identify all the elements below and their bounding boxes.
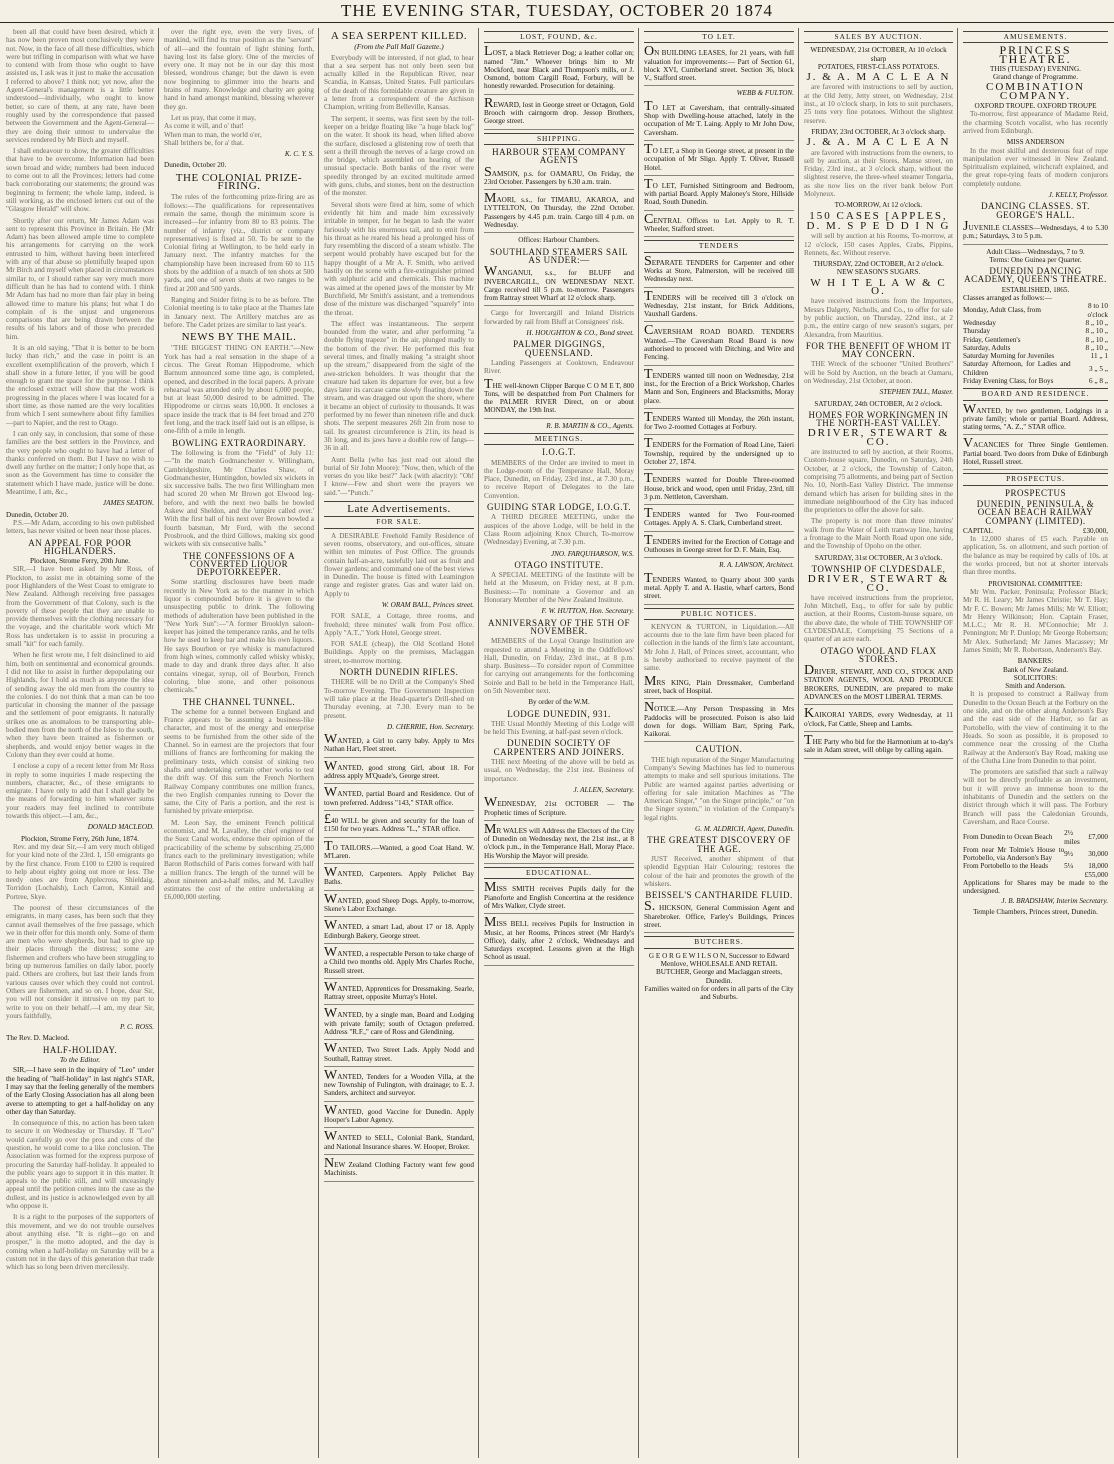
schedule-label: Classes arranged as follows:—	[963, 294, 1052, 303]
appeal-signature: DONALD MACLEOD.	[87, 823, 154, 832]
palmer-heading: PALMER DIGGINGS, QUEENSLAND.	[513, 339, 605, 358]
wanted-ad: WANTED, partial Board and Residence. Out of town preferred. Address "143," STAR office.	[324, 787, 474, 811]
wanted-ad: WANTED, a Girl to carry baby. Apply to Mrs Nathan Hart, Fleet street.	[324, 734, 474, 758]
tender-ad: TENDERS wanted for Two Four-roomed Cottages. Apply A. S. Clark, Cumberland street.	[644, 508, 794, 532]
estimate-row	[963, 871, 1108, 879]
otago-institute-heading: OTAGO INSTITUTE.	[514, 559, 604, 570]
estimate-route: From Dunedin to Ocean Beach	[963, 833, 1053, 842]
estimate-row	[963, 846, 1108, 863]
temple-chambers: Temple Chambers, Princes street, Dunedin.	[973, 907, 1098, 916]
comet-ad: THE well-known Clipper Barque C O M E T, 800 Tons, will be despatched from Port Chalmers for the PALMER RIVER Direct, on or about MONDAY, the 19th Inst.	[484, 379, 634, 419]
hickson-ad: S. HICKSON, General Commission Agent and Sharebroker. Office, Farley's Buildings, Princes street.	[644, 901, 794, 933]
educational-heading: EDUCATIONAL.	[484, 867, 634, 879]
hamilton-ad: WEDNESDAY, 21st OCTOBER — The Prophetic times of Scripture.	[484, 797, 634, 821]
to-let-ad: ON BUILDING LEASES, for 21 years, with full valuation for improvements:— Part of Section 61, block XVI, Cumberland street. Section 36, block V., Stafford street.	[644, 46, 794, 86]
prospectus-heading: PROSPECTUS	[1004, 487, 1067, 498]
masthead: THE EVENING STAR, TUESDAY, OCTOBER 20 1874	[0, 0, 1114, 23]
wanted-ad: WANTED to SELL, Colonial Bank, Standard, and National Insurance shares. W. Hooper, Broker.	[324, 1131, 474, 1155]
lost-ad: REWARD, lost in George street or Octagon, Gold Brooch with cairngorm drop. Jessop Brothers, George street.	[484, 98, 634, 130]
maclean-firm: J. & A. M A C L E A N	[806, 71, 951, 84]
anniversary-heading: ANNIVERSARY OF THE 5TH OF NOVEMBER.	[487, 617, 630, 636]
estimate-row	[963, 862, 1108, 870]
tender-ad: TENDERS Wanted, to Quarry about 300 yards metal. Apply T. and A. Hastie, wharf carters, Bond street.	[644, 573, 794, 605]
whitelaw-firm: W H I T E L A W & C O.	[810, 276, 947, 298]
schedule-time: 3 „ 5 „	[1089, 364, 1108, 373]
established-line: ESTABLISHED, 1865.	[1001, 285, 1070, 294]
maclean-firm: J. & A. M A C L E A N	[806, 136, 951, 149]
rifles-signature: D. CHERRIE, Hon. Secretary.	[387, 722, 474, 731]
column-5: TO LET. ON BUILDING LEASES, for 21 years, with full valuation for improvements:— Part of Section 61, block XVI, Cumberland street. Section 36, block V., Stafford street. WEBB & FULTON. TO LET at Caversham, that centrally-situated Shop with Dwelling-house attached, lately in the occupation of Mr T. Laing. Apply to Mr John Dow, Caversham. TO LET, a Shop in George street, at present in the occupation of Mr Sligo. Apply T. Oliver, Russell Hotel. TO LET, Furnished Sittingroom and Bedroom, with partial Board. Apply Maloney's Store, Hillside Road, South Dunedin. CENTRAL Offices to Let. Apply to R. T. Wheeler, Stafford street. TENDERS SEPARATE TENDERS for Carpenter and other Works at Store, Palmerston, will be received till Wednesday next. TENDERS will be received till 3 o'clock on Wednesday, 21st instant, for Brick Additions, Vauxhall Gardens. CAVERSHAM ROAD BOARD. TENDERS Wanted.—The Caversham Road Board is now authorised to proceed with Ditching, and Wire and Fencing. TENDERS wanted till noon on Wednesday, 21st inst., for the Erection of a Brick Workshop, Charles Mann and Son, Engineers and Blacksmiths, Moray place. TENDERS Wanted till Monday, the 26th instant, for Two 2-roomed Cottages at Forbury. TENDERS for the Formation of Road Line, Taieri Township, required by the undersigned up to October 27, 1874. TENDERS wanted for Double Three-roomed House, brick and wood, open until Friday, 23rd, till 3 p.m. Nettleton, Caversham. TENDERS wanted for Two Four-roomed Cottages. Apply A. S. Clark, Cumberland street. TENDERS invited for the Erection of Cottage and Outhouses in George street for D. F. Main, Esq. R. A. LAWSON, Architect. TENDERS Wanted, to Quarry about 300 yards metal. Apply T. and A. Hastie, wharf carters, Bond street. PUBLIC NOTICES. KENYON & TURTON, in Liquidation.—All accounts due to the late firm have been placed for collection in the hands of the firm's late accountant, Mr John J. Hall, of Princes street, accountant, who is hereby authorised to receive payment of the same. MRS KING, Plain Dressmaker, Cumberland street, back of Hospital. NOTICE.—Any Person Trespassing in Mrs Paddocks will be prosecuted. Poison is also laid down for dogs. William Barr, Spring Park, Kaikorai. CAUTION. THE high reputation of the Singer Manufacturing Company's Sewing Machines has led to numerous attempts to make and sell spurious imitations. The Public are warned against parties advertising or offering for sale imitation Machines as "The American Singer," "on the Singer principle," or "on the Singer system," in violation of the Company's legal rights. G. M. ALDRICH, Agent, Dunedin. THE GREATEST DISCOVERY OF THE AGE. JUST Received, another shipment of that splendid Egyptian Hair Colouring; restores the colour of the hair and promotes the growth of the whiskers. BEISSEL'S CANTHARIDE FLUID. S. HICKSON, General Commission Agent and Sharebroker. Office, Farley's Buildings, Princes street. BUTCHERS. G E O R G E W I L S O N, Successor to Edward Menlove, WHOLESALE AND RETAIL BUTCHER, George and Maclaggan streets, Dunedin. Families waited on for orders in all parts of the City and Suburbs.	[644, 32, 794, 1002]
sea-serpent-heading: A SEA SERPENT KILLED.	[330, 30, 468, 42]
benefit-heading: FOR THE BENEFIT OF WHOM IT MAY CONCERN.	[805, 340, 952, 360]
dancing-heading: DANCING CLASSES. ST. GEORGE'S HALL.	[981, 201, 1090, 220]
solicitors-label: SOLICITORS:	[1013, 673, 1058, 682]
anderson-line: MISS ANDERSON	[1006, 138, 1065, 147]
tender-ad: TENDERS wanted for Double Three-roomed House, brick and wood, open until Friday, 23rd, till 3 p.m. Nettleton, Caversham.	[644, 473, 794, 505]
board-heading: BOARD AND RESIDENCE.	[963, 388, 1108, 400]
butchers-heading: BUTCHERS.	[644, 936, 794, 948]
beissel-heading: BEISSEL'S CANTHARIDE FLUID.	[645, 890, 793, 901]
tall-signature: STEPHEN TALL, Master.	[879, 388, 953, 397]
solicitors-value: Smith and Anderson.	[1005, 682, 1066, 691]
carpenters-heading: DUNEDIN SOCIETY OF CARPENTERS AND JOINERS.	[493, 738, 625, 757]
academy-heading: DUNEDIN DANCING ACADEMY, QUEEN'S THEATRE.	[964, 266, 1107, 285]
wanted-ad: WANTED, Carpenters. Apply Pelichet Bay Baths.	[324, 867, 474, 891]
driver-firm: DRIVER, STEWART & CO.	[807, 427, 950, 448]
wanganui-ad: WANGANUI, s.s., for BLUFF and INVERCARGILL, ON WEDNESDAY NEXT. Cargo received till 5 p.m. to-morrow. Passengers from Rattray street Wharf at 12 o'clock sharp.	[484, 266, 634, 306]
sugars-line: NEW SEASON'S SUGARS.	[836, 268, 921, 277]
schedule-time: 8 „ 10 „	[1085, 327, 1108, 336]
wales-ad: MR WALES will Address the Electors of the City of Dunedin on Wednesday next, the 21st inst., at 8 o'clock p.m., in the Temperance Hall, Moray Place. His Worship the Mayor will preside.	[484, 824, 634, 864]
aldrich-signature: G. M. ALDRICH, Agent, Dunedin.	[695, 825, 794, 834]
tonight-line: THIS (TUESDAY) EVENING.	[990, 64, 1081, 73]
late-ads-heading: Late Advertisements.	[324, 501, 474, 513]
railway-company-heading: DUNEDIN, PENINSULA, & OCEAN BEACH RAILWAY COMPANY (LIMITED).	[976, 498, 1095, 526]
schedule-row	[963, 302, 1108, 319]
columns	[6, 28, 1108, 1458]
column-6: SALES BY AUCTION. WEDNESDAY, 21st OCTOBER, At 10 o'clock sharp POTATOES, FIRST-CLASS POTATOES. J. & A. M A C L E A N are favored with instructions to sell by auction, at the Old Jetty, Jetty street, on Wednesday, 21st inst., at 10 o'clock sharp, in lots to suit purchasers, 25 tons very fine potatoes. Without the slightest reserve. FRIDAY, 23rd OCTOBER, At 3 o'clock sharp. J. & A. M A C L E A N are favored with instructions from the owners, to sell by auction, at their Stores, Manse street, on Friday, 23rd inst., at 3 o'clock sharp, without the slightest reserve, the three-wheel steamer Tongaria, as she now lies on the river bank below Port Molyneux. TO-MORROW, At 12 o'clock. 150 CASES [APPLES, D. M. S P E D D I N G will sell by auction at his Rooms, To-morrow, at 12 o'clock, 150 cases Apples, Crabs, Pippins, Rennets, &c. Without reserve. THURSDAY, 22nd OCTOBER, At 2 o'clock. NEW SEASON'S SUGARS. W H I T E L A W & C O. have received instructions from the Importers, Messrs Dalgety, Nicholls, and Co., to offer for sale by public auction, on Thursday, 22nd inst., at 2 p.m., the entire cargo of new season's sugars, per Alexandra, from Mauritius. FOR THE BENEFIT OF WHOM IT MAY CONCERN. THE Wreck of the schooner "United Brothers" will be Sold by Auction, on the beach at Oamaru, on Wednesday, 21st October, at noon. STEPHEN TALL, Master. SATURDAY, 24th OCTOBER, At 2 o'clock. HOMES FOR WORKINGMEN IN THE NORTH-EAST VALLEY. DRIVER, STEWART & CO. are instructed to sell by auction, at their Rooms, Custom-house square, Dunedin, on Saturday, 24th October, at 2 o'clock, the Township of Caiton, comprising 75 allotments, and being part of Section No. 10, North-East Valley District. The immense demand which has arisen for building sites in the immediate neighbourhood of the City has induced the proprietors to offer the above for sale. The property is not more than three minutes' walk from the Water of Leith tramway line, having a frontage to the Main North Road upon one side, and the Township of Opoho on the other. SATURDAY, 31st OCTOBER, At 3 o'clock. TOWNSHIP OF CLYDESDALE, DRIVER, STEWART & CO. have received instructions from the proprietor, John Mitchell, Esq., to offer for sale by public auction, at their Rooms, Custom-house square, on the above date, the whole of THE TOWNSHIP OF CLYDESDALE, Comprising 75 Sections of a quarter of an acre each. OTAGO WOOL AND FLAX STORES. DRIVER, STEWART, AND CO., STOCK AND STATION AGENTS, WOOL AND PRODUCE BROKERS, DUNEDIN, are prepared to make ADVANCES on the MOST LIBERAL TERMS. KAIKORAI YARDS, every Wednesday, at 11 o'clock, Fat Cattle, Sheep and Lambs. THE Party who bid for the Harmonium at to-day's sale in Adam street, will oblige by calling again.	[804, 28, 953, 1458]
kelly-signature: J. KELLY, Professor.	[1048, 191, 1108, 200]
webb-signature: WEBB & FULTON.	[736, 89, 794, 98]
schedule-time: 8 to 10 o'clock	[1087, 302, 1108, 319]
wanted-ad: WANTED, by a single man, Board and Lodging with private family; south of Octagon preferred. Address "R.F.," care of Ross and Glendining.	[324, 1008, 474, 1040]
amusements-heading: AMUSEMENTS.	[963, 31, 1108, 43]
rifles-heading: NORTH DUNEDIN RIFLES.	[339, 667, 459, 678]
wanted-ad: WANTED, a respectable Person to take charge of a Child two months old. Apply Mrs Charles Roche, Russell street.	[324, 947, 474, 979]
wanted-ad: WANTED, good strong Girl, about 18. For address apply M'Quade's, George street.	[324, 761, 474, 785]
estimate-distance	[1064, 871, 1084, 879]
column-4: LOST, FOUND, &c. LOST, a black Retriever Dog; a leather collar on; named "Jim." Whoever brings him to Mr Mockford, near Black and Thompson's mills, or J. Osmond, bottom Cargill Road, Forbury, will be honestly rewarded. Prosecution for detaining. REWARD, lost in George street or Octagon, Gold Brooch with cairngorm drop. Jessop Brothers, George street. SHIPPING. HARBOUR STEAM COMPANY AGENTS SAMSON, p.s. for OAMARU, On Friday, the 23rd October. Passengers by 6.30 a.m. train. MAORI, s.s., for TIMARU, AKAROA, and LYTTELTON, On Thursday, the 22nd October. Passengers by 4.45 p.m. train. Cargo till 4 p.m. on Wednesday. Offices: Harbour Chambers. SOUTHLAND STEAMERS SAIL AS UNDER:— WANGANUI, s.s., for BLUFF and INVERCARGILL, ON WEDNESDAY NEXT. Cargo received till 5 p.m. to-morrow. Passengers from Rattray street Wharf at 12 o'clock sharp. Cargo for Invercargill and Inland Districts forwarded by rail from Bluff at Consignees' risk. H. HOUGHTON & CO., Bond street. PALMER DIGGINGS, QUEENSLAND. Landing Passengers at Cooktown, Endeavour River. THE well-known Clipper Barque C O M E T, 800 Tons, will be despatched from Port Chalmers for the PALMER RIVER Direct, on or about MONDAY, the 19th Inst. R. B. MARTIN & CO., Agents. MEETINGS. I.O.G.T. MEMBERS of the Order are invited to meet in the Lodge-room of the Temperance Hall, Moray Place, Dunedin, on Friday, 23rd inst., at 7.30 p.m., to receive Report of Delegates to the late Convention. GUIDING STAR LODGE, I.O.G.T. A THIRD DEGREE MEETING, under the auspices of the above Lodge, will be held in the Class Room adjoining Knox Church, To-morrow (Wednesday) Evening, at 7.30 p.m. JNO. FARQUHARSON, W.S. OTAGO INSTITUTE. A SPECIAL MEETING of the Institute will be held at the Museum, on Friday next, at 8 p.m. Business:—To nominate a Governor and an Honorary Member of the New Zealand Institute. F. W. HUTTON, Hon. Secretary. ANNIVERSARY OF THE 5TH OF NOVEMBER. MEMBERS of the Loyal Orange Institution are requested to attend a Meeting in the Oddfellows' Hall, Dunedin, on Friday, 23rd inst., at 8 p.m. sharp. Business—To consider report of Committee for carrying out arrangements for the forthcoming Soirée and Ball to be held in the Temperance Hall, on 5th November next. By order of the W.M. LODGE DUNEDIN, 931. THE Usual Monthly Meeting of this Lodge will be held This Evening, at half-past seven o'clock. DUNEDIN SOCIETY OF CARPENTERS AND JOINERS. THE next Meeting of the above will be held as usual, on Wednesday, the 21st inst. Business of importance. J. ALLEN, Secretary. WEDNESDAY, 21st OCTOBER — The Prophetic times of Scripture. MR WALES will Address the Electors of the City of Dunedin on Wednesday next, the 21st inst., at 8 o'clock p.m., in the Temperance Hall, Moray Place. His Worship the Mayor will preside. EDUCATIONAL. MISS SMITH receives Pupils daily for the Pianoforte and English Concertina at the residence of Mrs Walker, Clyde street. MISS BELL receives Pupils for Instruction in Music, at her Rooms, Princes street (Mr Hardy's Office), daily, after 2 o'clock, Wednesdays and Saturdays excepted. Lessons given at the High School as usual.	[484, 28, 634, 1458]
kaikorai-ad: KAIKORAI YARDS, every Wednesday, at 11 o'clock, Fat Cattle, Sheep and Lambs.	[804, 708, 953, 732]
iogt-heading: I.O.G.T.	[542, 447, 576, 458]
samson-ad: SAMSON, p.s. for OAMARU, On Friday, the 23rd October. Passengers by 6.30 a.m. train.	[484, 167, 634, 191]
bell-ad: MISS BELL receives Pupils for Instruction in Music, at her Rooms, Princes street (Mr Hardy's Office), daily, after 2 o'clock, Wednesdays and Saturdays excepted. Lessons given at the High School as usual.	[484, 917, 634, 965]
estimate-route	[963, 871, 1064, 879]
sale-date: FRIDAY, 23rd OCTOBER, At 3 o'clock sharp.	[811, 127, 946, 136]
capital-label: CAPITAL	[963, 526, 993, 535]
schedule-class: Monday, Adult Class, from	[963, 306, 1041, 315]
sea-serpent-source: (From the Pall Mall Gazette.)	[354, 42, 444, 52]
greatest-discovery-heading: THE GREATEST DISCOVERY OF THE AGE.	[647, 835, 791, 854]
homes-heading: HOMES FOR WORKINGMEN IN THE NORTH-EAST VALLEY.	[808, 409, 949, 429]
bankers-value: Bank of New Zealand.	[1002, 665, 1069, 674]
spedding-firm: D. M. S P E D D I N G	[806, 219, 951, 232]
news-mail-heading: NEWS BY THE MAIL.	[181, 331, 297, 344]
schedule-time: 8 „ 10 „	[1085, 343, 1108, 352]
farquharson-signature: JNO. FARQUHARSON, W.S.	[550, 549, 634, 558]
estimate-distance: 2½ miles	[1064, 829, 1080, 846]
houghton-signature: H. HOUGHTON & CO., Bond street.	[526, 329, 634, 338]
sale-date: SATURDAY, 31st OCTOBER, At 3 o'clock.	[814, 553, 943, 562]
bowling-heading: BOWLING EXTRAORDINARY.	[172, 437, 306, 448]
wanted-ad: WANTED, a smart Lad, about 17 or 18. Apply Edinburgh Bakery, George street.	[324, 920, 474, 944]
driver-wool-ad: DRIVER, STEWART, AND CO., STOCK AND STATION AGENTS, WOOL AND PRODUCE BROKERS, DUNEDIN, are prepared to make ADVANCES on the MOST LIBERAL TERMS.	[804, 665, 953, 705]
prize-firing-heading: THE COLONIAL PRIZE-FIRING.	[175, 171, 303, 193]
guiding-star-heading: GUIDING STAR LODGE, I.O.G.T.	[486, 502, 632, 513]
juvenile-ad: JUVENILE CLASSES—Wednesdays, 4 to 5.30 p.m.; Saturdays, 3 to 5 p.m.	[963, 221, 1108, 245]
princess-theatre: PRINCESS THEATRE.	[999, 43, 1072, 66]
tender-ad: TENDERS for the Formation of Road Line, Taieri Township, required by the undersigned up to October 27, 1874.	[644, 438, 794, 470]
to-let-ad: CENTRAL Offices to Let. Apply to R. T. Wheeler, Stafford street.	[644, 214, 794, 238]
wilson-ad: G E O R G E W I L S O N, Successor to Edward Menlove, WHOLESALE AND RETAIL BUTCHER, George and Maclaggan streets, Dunedin.	[648, 951, 790, 985]
to-let-heading: TO LET.	[644, 31, 794, 43]
wanted-list	[324, 734, 474, 1181]
sale-date: WEDNESDAY, 21st OCTOBER, At 10 o'clock sharp	[810, 46, 947, 63]
sale-date: SATURDAY, 24th OCTOBER, At 2 o'clock.	[814, 399, 943, 408]
schedule-row	[963, 377, 1108, 385]
wanted-ad: £40 WILL be given and security for the loan of £150 for two years. Address "L.," STAR office.	[324, 814, 474, 838]
terms-line: Terms: One Guinea per Quarter.	[989, 255, 1082, 264]
schedule-row	[963, 352, 1108, 360]
lawson-signature: R. A. LAWSON, Architect.	[719, 561, 794, 570]
schedule-class: Saturday Morning for Juveniles	[963, 352, 1055, 361]
poem-signature: K. C. Y. S.	[284, 150, 314, 159]
schedule-row	[963, 327, 1108, 335]
appeal-signature-2: P. C. ROSS.	[119, 1023, 154, 1032]
lost-found-heading: LOST, FOUND, &c.	[484, 31, 634, 43]
column-rule	[158, 28, 159, 1458]
lost-ad: LOST, a black Retriever Dog; a leather collar on; named "Jim." Whoever brings him to Mr Mockford, near Black and Thompson's mills, or J. Osmond, bottom Cargill Road, Forbury, will be honestly rewarded. Prosecution for detaining.	[484, 46, 634, 94]
estimate-cost: 30,000	[1088, 849, 1108, 858]
estimate-cost: £7,000	[1088, 833, 1108, 842]
column-rule	[957, 28, 958, 1458]
allen-signature: J. ALLEN, Secretary.	[573, 785, 634, 794]
column-rule	[478, 28, 479, 1458]
estimate-total: £55,000	[1084, 870, 1108, 879]
committee-heading: PROVISIONAL COMMITTEE:	[988, 579, 1083, 588]
martin-signature: R. B. MARTIN & CO., Agents.	[546, 421, 634, 430]
letter-date: Dunedin, October 20.	[6, 510, 69, 519]
column-3: A SEA SERPENT KILLED. (From the Pall Mall Gazette.) Everybody will be interested, if not glad, to hear that a sea serpent has not only been seen but actually killed in the Republican River, near Scandia, in Kansas, United States. Full particulars of the death of this formidable creature are given in a letter from a correspondent of the Atchison Champion, writing from Belleville, Kansas. The serpent, it seems, was first seen by the toll-keeper on a bridge floating like "a huge black log" on the water. It shook its head, when lifted above the surface, disclosed a glistening row of teeth that sent a thrill through the nerves of a large crowd on the bridge, which assembled on hearing of the unusual spectacle. Both banks of the river were speedily thronged by an excited multitude armed with guns, clubs, and stones, bent on the destruction of the monster. Several shots were fired at him, some of which evidently hit him and made him excessively irritable in temper, for he began to lash the water furiously with his enormous tail, and to emit from his throat as he reared his head a prolonged hiss of fury resembling the discord of a steam whistle. The serpent would probably have escaped but for the happy thought of a Mr A. F. Smith, who arrived hastily on the scene with a fire-extinguisher primed with sulphuric acid and chemicals. This machine was aimed at the opened jaws of the monster by Mr Burchfield, Mr Smith's assistant, and a tremendous dose of the mixture was discharged "squarely" into the throat. The effect was instantaneous. The serpent bounded from the water, and after performing "a double flying trapeze" in the air, plunged madly to the bottom of the river. He performed this feat several times, and finally making "a straight shoot up the stream," disappeared from the sight of the awe-stricken beholders. It was thought that the creature had taken its departure for ever, but a few days later its carcase came slowly floating down the stream, and was dragged out upon the shore, where it became an object of curiosity to thousands. It was performed by no fewer than nineteen rifle and duck shots. The serpent measures 26ft 2in from nose to tail. Its greatest circumference is 21in, its head is 3ft long, and its jaws have a double row of fangs—36 in all. Aunt Bella (who has just read out aloud the burial of Sir John Moore): "Now, then, which of the verses do you like best?" Jack (with alacrity): "Oh! I know—Few and short were the prayers we said."—"Punch." Late Advertisements. FOR SALE. A DESIRABLE Freehold Family Residence of seven rooms, observatory, and out-offices, situate within ten minutes of Post Office. The grounds contain half-an-acre, tastefully laid out as fruit and flower gardens; and command one of the best views in Dunedin. The house is fitted with Leamington range and register grates. Gas and water laid on. Apply to W. ORAM BALL, Princes street. FOR SALE, a Cottage, three rooms, and freehold; three minutes' walk from Post office. Apply "A.T.," York Hotel, George street. FOR SALE (cheap), the Old Scotland Hotel Buildings. Apply on the premises, Maclaggan street, to-morrow morning. NORTH DUNEDIN RIFLES. THERE will be no Drill at the Company's Shed To-morrow Evening. The Government Inspection will take place at the Head-quarter's Drill-shed on Thursday evening, at 7.30. Every man to be present. D. CHERRIE, Hon. Secretary. WANTED, a Girl to carry baby. Apply to Mrs Nathan Hart, Fleet street. WANTED, good strong Girl, about 18. For address apply M'Quade's, George street. WANTED, partial Board and Residence. Out of town preferred. Address "143," STAR office. £40 WILL be given and security for the loan of £150 for two years. Address "L.," STAR office. TO TAILORS.—Wanted, a good Coat Hand. W. M'Laren. WANTED, Carpenters. Apply Pelichet Bay Baths. WANTED, good Sheep Dogs. Apply, to-morrow, Skene's Labor Exchange. WANTED, a smart Lad, about 17 or 18. Apply Edinburgh Bakery, George street. WANTED, a respectable Person to take charge of a Child two months old. Apply Mrs Charles Roche, Russell street. WANTED, Apprentices for Dressmaking. Searle, Rattray street, opposite Murray's Hotel. WANTED, by a single man, Board and Lodging with private family; south of Octagon preferred. Address "R.F.," care of Ross and Glendining. WANTED, Two Street Lads. Apply Nodd and Southall, Rattray street. WANTED, Tenders for a Wooden Villa, at the new Township of Fulington, with drainage; to E. J. Sanders, architect and surveyor. WANTED, good Vaccine for Dunedin. Apply Hooper's Labor Agency. WANTED to SELL, Colonial Bank, Standard, and National Insurance shares. W. Hooper, Broker. NEW Zealand Clothing Factory want few good Machinists.	[324, 28, 474, 1458]
hutton-signature: F. W. HUTTON, Hon. Secretary.	[541, 607, 634, 616]
appeal-place-2: Plockton, Strome Ferry, 26th June, 1874.	[21, 834, 139, 843]
half-holiday-subheading: To the Editor.	[59, 1055, 101, 1065]
adult-class: Adult Class—Wednesdays, 7 to 9.	[986, 247, 1085, 256]
schedule-class: Wednesday	[963, 318, 996, 327]
to-let-ad: TO LET, a Shop in George street, at present in the occupation of Mr Sligo. Apply T. Oliver, Russell Hotel.	[644, 144, 794, 176]
wanted-ad: WANTED, good Sheep Dogs. Apply, to-morrow, Skene's Labor Exchange.	[324, 894, 474, 918]
applications-line: Applications for Shares may be made to the undersigned.	[963, 879, 1108, 896]
tender-ad: TENDERS invited for the Erection of Cottage and Outhouses in George street for D. F. Main, Esq.	[644, 535, 794, 559]
wanted-ad: WANTED, Tenders for a Wooden Villa, at the new Township of Fulington, with drainage; to E. J. Sanders, architect and surveyor.	[324, 1070, 474, 1102]
schedule-time: 6 „ 8 „	[1089, 376, 1108, 385]
potatoes-line: POTATOES, FIRST-CLASS POTATOES.	[817, 62, 940, 71]
letter-signature: JAMES SEATON.	[102, 499, 154, 508]
harbour-heading: HARBOUR STEAM COMPANY AGENTS	[492, 146, 626, 166]
wm-order: By order of the W.M.	[528, 698, 590, 707]
trespass-notice: NOTICE.—Any Person Trespassing in Mrs Paddocks will be prosecuted. Poison is also laid down for dogs. William Barr, Spring Park, Kaikorai.	[644, 702, 794, 742]
confessions-heading: THE CONFESSIONS OF A CONVERTED LIQUOR DEPOTORKEEPER.	[182, 550, 296, 578]
driver-firm: DRIVER, STEWART & CO.	[807, 573, 950, 594]
wanted-ad: NEW Zealand Clothing Factory want few good Machinists.	[324, 1158, 474, 1182]
meetings-heading: MEETINGS.	[484, 433, 634, 445]
schedule-class: Friday Evening Class, for Boys	[963, 376, 1054, 385]
schedule-time: 8 „ 10 „	[1085, 318, 1108, 327]
public-notices-heading: PUBLIC NOTICES.	[644, 608, 794, 620]
shipping-heading: SHIPPING.	[484, 133, 634, 145]
for-sale-heading: FOR SALE.	[324, 516, 474, 528]
estimate-cost: 18,000	[1088, 862, 1108, 871]
estimates-table	[963, 829, 1108, 879]
appeal-place: Plockton, Strome Ferry, 20th June.	[30, 557, 130, 566]
sale-date: THURSDAY, 22nd OCTOBER, At 2 o'clock.	[813, 260, 944, 269]
schedule-table	[963, 302, 1108, 385]
column-rule	[638, 28, 639, 1458]
smith-ad: MISS SMITH receives Pupils daily for the Pianoforte and English Concertina at the residence of Mrs Walker, Clyde street.	[484, 882, 634, 914]
schedule-row	[963, 360, 1108, 377]
column-rule	[798, 28, 799, 1458]
maori-ad: MAORI, s.s., for TIMARU, AKAROA, and LYTTELTON, On Thursday, the 22nd October. Passengers by 4.45 p.m. train. Cargo till 4 p.m. on Wednesday.	[484, 193, 634, 233]
to-let-ad: TO LET, Furnished Sittingroom and Bedroom, with partial Board. Apply Maloney's Store, Hillside Road, South Dunedin.	[644, 179, 794, 211]
appeal-addressee: The Rev. D. Macleod.	[6, 1034, 70, 1043]
king-ad: MRS KING, Plain Dressmaker, Cumberland street, back of Hospital.	[644, 676, 794, 700]
tender-ad: TENDERS Wanted till Monday, the 26th instant, for Two 2-roomed Cottages at Forbury.	[644, 412, 794, 436]
estimate-route: From Portobello to the Heads	[963, 862, 1049, 871]
schedule-class: Saturday Afternoon, for Ladies and Children	[963, 360, 1071, 377]
clydesdale-heading: TOWNSHIP OF CLYDESDALE,	[811, 563, 946, 574]
tender-ad: TENDERS wanted till noon on Wednesday, 21st inst., for the Erection of a Brick Workshop, Charles Mann and Son, Engineers and Blacksmiths, Moray place.	[644, 369, 794, 409]
half-holiday-letter: SIR,—I have seen in the inquiry of "Leo" under the heading of "half-holiday" in last night's STAR, I may say that the feeling generally of the members of the Early Closing Association has all along been averse to attempting to get a half-holiday on any other day than Saturday.	[6, 1066, 154, 1116]
tender-ad: TENDERS will be received till 3 o'clock on Wednesday, 21st instant, for Brick Additions, Vauxhall Gardens.	[644, 291, 794, 323]
column-rule	[318, 28, 319, 1458]
half-holiday-heading: HALF-HOLIDAY.	[42, 1044, 118, 1055]
column-1: been all that could have been desired, which it has now been proven most conclusively they were not. Now, in the face of all these difficulties, which were but trifling in comparison with what we have to contend with from those who ought to have assisted us, I ask was it just to make the accusation I referred to above? I think not; yet now, after the Agent-General's management is a little better understood—individually, who ought to know better, so care of them, at any rate, have been roughly used by the correspondence that passed between the Government and the Agent-General—they are doing their utmost to undervalue the services rendered by Mr Birch and myself. I shall endeavour to show, the greater difficulties that have to be overcome. Information had been sown broad and wide; numbers had been induced to come out to all the Provinces; letters had come back corroborating our statements; the ground was beginning to ferment; the whole lamp, indeed, is still working, as the enclosed letters cut out of the "Glasgow Herald" will show. Shortly after our return, Mr James Adam was sent to represent this Province in Britain. He (Mr Adam) has been allowed ample time to complete his arrangements for carrying on the work entrusted to him, without having been interfered with any of that abuse so plentifully heaped upon Mr Birch and myself when placed in circumstances similar to, or I should rather say very much more difficult than he has had to contend with. I think Mr Adam has had no more than fair play in being allowed time to mature his plans; but what I do complain of is the unjust and ungenerous comparisons that are being drawn between the results of his labors and of those who preceded him. It is an old saying, "That it is better to be born lucky than rich," and the case in point is an excellent exemplification of the proverb, which I shall show in a future letter, if you will be good enough to grant me space for the purpose. I think the enclosed extract will show that the work is progressing in the places where I was located for a short time, as those named are the very localities from which I sent somewhere about fifty families—part to Napier, and the rest to Otago. I can only say, in conclusion, that some of these families are the best settlers in the Province, and the very people who ought to have had a letter of thanks conferred on them. But I have no wish to dwell any further on the matter; I only hope that, as soon as the Government has time to consider the statement which I have made, justice will be done. Meantime, I am, &c., JAMES SEATON. Dunedin, October 20. P.S.—Mr Adam, according to his own published letters, has never visited or been near those places. AN APPEAL FOR POOR HIGHLANDERS. Plockton, Strome Ferry, 20th June. SIR,—I have been asked by Mr Ross, of Plockton, to assist me in obtaining some of the poor Highlanders of the West Coast to emigrate to New Zealand. Although receiving free passages from the Government of that Colony, such is the poverty of these people that they are unable to provide themselves with the clothing necessary for the voyage, and the charitable work which Mr Ross has undertaken is to assist in procuring a small "kit" for each family. When he first wrote me, I felt disinclined to aid him, both on sentimental and economical grounds. I did not like to assist in further depopulating our Highlands, for I hold as much as anyone the idea of sending away the old men from the country to the colonies. I do not think that a man can be too particular in choosing the manner of the passage and the settlement of poor emigrants. It naturally strikes one as anomalous to be transporting able-bodied men from the north of the Isles to the south, when they have been trained as fishermen or shepherds, and would enjoy better wages in the Colony than they ever could at home. I enclose a copy of a recent letter from Mr Ross in reply to some inquiries I made respecting the numbers, character, &c., of these emigrants to emigrate. I have only to add that I shall gladly be the means of forwarding to him whatever sums your readers may feel inclined to contribute towards this object.—I am, &c., DONALD MACLEOD. Plockton, Strome Ferry, 26th June, 1874. Rev. and my dear Sir,—I am very much obliged for your kind note of the 23rd. I, 150 emigrants go by the first chance. From £100 to £200 is required to help about eighty going out more or less. The needy ones are from Applecross, Shieldaig, Torridon (Lochalsh), Loch Carron, Kintail and Portree, Skye. The poorest of these circumstances of the emigrants, in many cases, has been such that they cannot avail themselves of the free passage, which we in their offer for this month only. Some of them are men who were shepherds, but had to give up their places through the distress; some are fishermen and crofters who have been struggling to bring up numerous families on daily labor, poorly paid. Others are crofters, but last their lands from various causes over which they could not control. Others are fishermen, and so on. I hope, dear Sir, you will not consider it intrusive on my part to write to you on their behalf.—I am, my dear Sir, yours faithfully, P. C. ROSS. The Rev. D. Macleod. HALF-HOLIDAY. To the Editor. SIR,—I have seen in the inquiry of "Leo" under the heading of "half-holiday" in last night's STAR, I may say that the feeling generally of the members of the Early Closing Association has all along been averse to attempting to get a half-holiday on any other day than Saturday. In consequence of this, no action has been taken to secure it on Wednesday or Thursday. If "Leo" would carefully go over the pros and cons of the question, he would come to a like conclusion. The Association was formed for the express purpose of procuring the Saturday half-holiday. It appealed to the public years ago to support it in this matter. It appeals to the public still, and will unceasingly appeal until the petition comes into the case as the dullest, and its justice is acknowledged even by all who oppose it. It is a right to the purposes of the supporters of this movement, and we do not trouble ourselves about anything else. "It is right—go on and prosper," is the motto adopted, and the day is coming when a half-holiday on Saturday will be a custom not in the days of this generation that trade which has so long been driven mercilessly.	[6, 28, 154, 1272]
appeal-heading: AN APPEAL FOR POOR HIGHLANDERS.	[28, 537, 132, 556]
capital-row	[963, 527, 1108, 535]
wool-heading: OTAGO WOOL AND FLAX STORES.	[820, 645, 937, 664]
board-wanted-ad: WANTED, by two gentlemen, Lodgings in a private family; whole or partial Board. Address, stating terms, "A. Z.," STAR office.	[963, 404, 1108, 436]
bankers-label: BANKERS:	[1017, 657, 1054, 666]
schedule-row	[963, 336, 1108, 344]
column-2: over the right eye, even the very lives, of mankind, will find its true position as the "servant" of all—and the fountain of light shining forth, having lost its false glory. One of the mercies of every one. It may not be in our day this most blessed, wondrous change; but the dawn is even now beginning to glimmer into the hearts and brains of many. Knowledge and charity are going hand in hand amongst mankind, blessing wherever they go. Let us pray, that come it may, As come it will, and o' that! When man to man, the world o'er, Shall brithers be, for a' that. K. C. Y. S. Dunedin, October 20. THE COLONIAL PRIZE-FIRING. The rules of the forthcoming prize-firing are as follows:—The qualifications for representatives remain the same, though the minimum score is increased—for infantry from 80 to 83 points. The number of infantry (viz., district or company representatives) is fixed at 50. To be sent to the Colonial firing at Wellington, to be held early in January next. The infantry matches for the championship have been increased from 60 to 115 shots by the addition of a match of ten shots at 500 yards, and one of seven shots at two ranges to be fired at 200 and 500 yards. Ranging and Snider firing is to be as before. The Colonial meeting is to take place at the Thames late in January next. The Artillery matches are as before. The Cadet prizes are similar to last year's. NEWS BY THE MAIL. "THE BIGGEST THING ON EARTH."—New York has had a real sensation in the shape of a circus. The Great Roman Hippodrome, which Barnum announced some time ago, is completed, opened, and described in the local papers. A private rehearsal was attended only by about 6,000 people, but at least 50,000 desired to be admitted. The Hippodrome or circus seats 10,000. It encloses a space inside the track that is 84 feet broad and 270 feet long, and the track itself laid out is an ellipse, is one-fifth of a mile in length. BOWLING EXTRAORDINARY. The following is from the "Field" of July 11:—"In the match Godmanchester v. Willingham, Cambridgeshire, Mr Charles Shaw, of Godmanchester, Huntingdon, bowled six wickets in six successive balls. The two first Willingham men had scored 20 when Mr Brown got Elwood leg-before, and with the next two balls he bowled Askew and Sheldon, and the 'umpire called over.' With the first ball of his next over Brown bowled a fourth batsman, Mr Ford, with the second Prosbrook, and the third Gillows, making six good wickets with six consecutive balls." THE CONFESSIONS OF A CONVERTED LIQUOR DEPOTORKEEPER. Some startling disclosures have been made recently in New York as to the manner in which liquor is compounded before it is given to the unsuspecting public to drink. The following methods of adulteration have been published in the "New York Sun":—"A former Brooklyn saloon-keeper has joined the temperance ranks, and he tells how he used to keep bar and make his own liquors. He says Bourbon or rye whisky is manufactured from high wines, commonly called whisky whisky, made to day and drank three days after. It also contains vinegar, syrup, oil of Bourbon, French coloring, blue stone, and other poisonous chemicals." THE CHANNEL TUNNEL. The scheme for a tunnel between England and France appears to be assuming a business-like character, and most of the energy and enterprise seems to be furnished from the other side of the Channel. So in earnest are the projectors that four millions of francs are forthcoming for making the preliminary tests, which consist of sinking two shafts and undertaking certain other works to test the drift way. Of this sum the French Northern Railway Company contributes one million francs, the two English companies running to Dover the same, the City of Paris a portion, and the rest is furnished by private enterprise. M. Leon Say, the eminent French political economist, and M. Lavalley, the chief engineer of the Suez Canal works, endorse their opinion of the practicability of the scheme by subscribing 25,000 francs each to the preliminary investigation; while Baron Rothschild of Paris comes forward with half a million francs. The length of the tunnel will be about nineteen and-a-half miles, and M. Lavalley estimates the cost of the entire undertaking at £6,000,000 sterling.	[164, 28, 314, 902]
wanted-ad: WANTED, good Vaccine for Dunedin. Apply Hooper's Labor Agency.	[324, 1105, 474, 1129]
wanted-ad: TO TAILORS.—Wanted, a good Coat Hand. W. M'Laren.	[324, 841, 474, 865]
channel-tunnel-heading: THE CHANNEL TUNNEL.	[182, 696, 296, 707]
programme-line: Grand change of Programme.	[992, 73, 1079, 82]
schedule-row	[963, 344, 1108, 352]
poem-place: Dunedin, October 20.	[164, 161, 227, 170]
families-notice: Families waited on for orders in all parts of the City and Suburbs.	[644, 984, 794, 1002]
bradshaw-signature: J. B. BRADSHAW, Interim Secretary.	[1001, 896, 1108, 905]
wanted-ad: WANTED, Two Street Lads. Apply Nodd and Southall, Rattray street.	[324, 1043, 474, 1067]
column-7: AMUSEMENTS. PRINCESS THEATRE. THIS (TUESDAY) EVENING. Grand change of Programme. COMBINATION COMPANY. OXFORD TROUPE. OXFORD TROUPE To-morrow, first appearance of Madame Reid, the charming Scotch vocalist, who has recently arrived from Edinburgh. MISS ANDERSON In the most skilful and dexterous feat of rope manipulation ever witnessed in New Zealand. Spiritualism explained, witchcraft explained, and the great rope-tying feats of modern conjurors completely outdone. J. KELLY, Professor. DANCING CLASSES. ST. GEORGE'S HALL. JUVENILE CLASSES—Wednesdays, 4 to 5.30 p.m.; Saturdays, 3 to 5 p.m. Adult Class—Wednesdays, 7 to 9. Terms: One Guinea per Quarter. DUNEDIN DANCING ACADEMY, QUEEN'S THEATRE. ESTABLISHED, 1865. Classes arranged as follows:— Monday, Adult Class, from 8 to 10 o'clock Wednesday 8 „ 10 „ Thursday 8 „ 10 „ Friday, Gentlemen's 8 „ 10 „ Saturday, Adults 8 „ 10 „ Saturday Morning for Juveniles 11 „ 1 Saturday Afternoon, for Ladies and Children 3 „ 5 „ Friday Evening Class, for Boys 6 „ 8 „ BOARD AND RESIDENCE. WANTED, by two gentlemen, Lodgings in a private family; whole or partial Board. Address, stating terms, "A. Z.," STAR office. VACANCIES for Three Single Gentlemen. Partial board. Two doors from Duke of Edinburgh Hotel, Russell street. PROSPECTUS. PROSPECTUS DUNEDIN, PENINSULA, & OCEAN BEACH RAILWAY COMPANY (LIMITED). CAPITAL £30,000, In 12,000 shares of £5 each. Payable on application, 5s. on allotment, and such portion of the balance as may be required by calls of 10s. at the works proceed, but not at shorter intervals than three months. PROVISIONAL COMMITTEE: Mr Wm. Packer, Peninsula; Professor Black; Mr R. H. Leary; Mr James Christie; Mr T. Hay; Mr F. C. Bowen; Mr James Mills; Mr W. Elliott; Mr Henry Wilkinson; Hon. Captain Fraser, M.L.C.; Mr R. H. M'Connochie; Mr J. Pennington; Mr P. Dunlop; Mr George Robertson; Mr Alex. Sutherland; Mr James Macassey; Mr James Smith; Mr R. Robertson, Anderson's Bay. BANKERS: Bank of New Zealand. SOLICITORS: Smith and Anderson. It is proposed to construct a Railway from Dunedin to the Ocean Beach at the Forbury on the one side, and on the other along Anderson's Bay and the east side of the Harbor, so far as Portobello, with the view of continuing it to the Heads. So soon as possible, it is proposed to commence near the crossing of the Clutha Railway at the Anderson's Bay Road, making use of the Clutha Line from Dunedin to that point. The promoters are satisfied that such a railway will not be directly profitable as an investment, but it will prove an immense boon to the inhabitants of Dunedin and the settlers on the district through which it will pass. The Forbury Branch will pass the Caledonian Grounds, Caversham, and Race Course. From Dunedin to Ocean Beach 2½ miles £7,000 From near Mr Tolmie's House to Portobello, via Anderson's Bay 9½ 30,000 From Portobello to the Heads 5¼ 18,000 £55,000 Applications for Shares may be made to the undersigned. J. B. BRADSHAW, Interim Secretary. Temple Chambers, Princes street, Dunedin.	[963, 32, 1108, 916]
schedule-row	[963, 319, 1108, 327]
harbour-offices: Offices: Harbour Chambers.	[518, 236, 600, 245]
to-let-ad: TO LET at Caversham, that centrally-situated Shop with Dwelling-house attached, lately in the occupation of Mr T. Laing. Apply to Mr John Dow, Caversham.	[644, 101, 794, 141]
estimate-route: From near Mr Tolmie's House to Portobello, via Anderson's Bay	[963, 845, 1065, 863]
lodge-heading: LODGE DUNEDIN, 931.	[507, 708, 611, 719]
tenders-heading: TENDERS	[644, 240, 794, 252]
tender-ad: CAVERSHAM ROAD BOARD. TENDERS Wanted.—The Caversham Road Board is now authorised to proceed with Ditching, and Wire and Fencing.	[644, 325, 794, 365]
harmonium-ad: THE Party who bid for the Harmonium at to-day's sale in Adam street, will oblige by calling again.	[804, 735, 953, 759]
estimate-distance: 5¼	[1064, 862, 1074, 871]
vacancies-ad: VACANCIES for Three Single Gentlemen. Partial board. Two doors from Duke of Edinburgh Hotel, Russell street.	[963, 438, 1108, 470]
capital-value: £30,000,	[1082, 526, 1108, 535]
schedule-class: Friday, Gentlemen's	[963, 335, 1021, 344]
caution-heading: CAUTION.	[695, 744, 743, 755]
oxford-line: OXFORD TROUPE. OXFORD TROUPE	[974, 102, 1097, 111]
sale-date: TO-MORROW, At 12 o'clock.	[834, 201, 923, 210]
sale-signature: W. ORAM BALL, Princes street.	[381, 601, 474, 609]
schedule-time: 8 „ 10 „	[1085, 335, 1108, 344]
southland-heading: SOUTHLAND STEAMERS SAIL AS UNDER:—	[489, 246, 628, 265]
prospectus-section: PROSPECTUS.	[963, 473, 1108, 485]
combination-line: COMBINATION COMPANY.	[986, 81, 1085, 102]
schedule-class: Thursday	[963, 327, 991, 336]
tender-ad: SEPARATE TENDERS for Carpenter and other Works at Store, Palmerston, will be received till Wednesday next.	[644, 256, 794, 288]
sales-heading: SALES BY AUCTION.	[804, 31, 953, 43]
apples-line: 150 CASES [APPLES,	[809, 209, 948, 222]
wanted-ad: WANTED, Apprentices for Dressmaking. Searle, Rattray street, opposite Murray's Hotel.	[324, 982, 474, 1006]
estimate-distance: 9½	[1064, 849, 1074, 858]
schedule-class: Saturday, Adults	[963, 343, 1011, 352]
schedule-time: 11 „ 1	[1090, 352, 1108, 361]
estimate-row	[963, 829, 1108, 846]
